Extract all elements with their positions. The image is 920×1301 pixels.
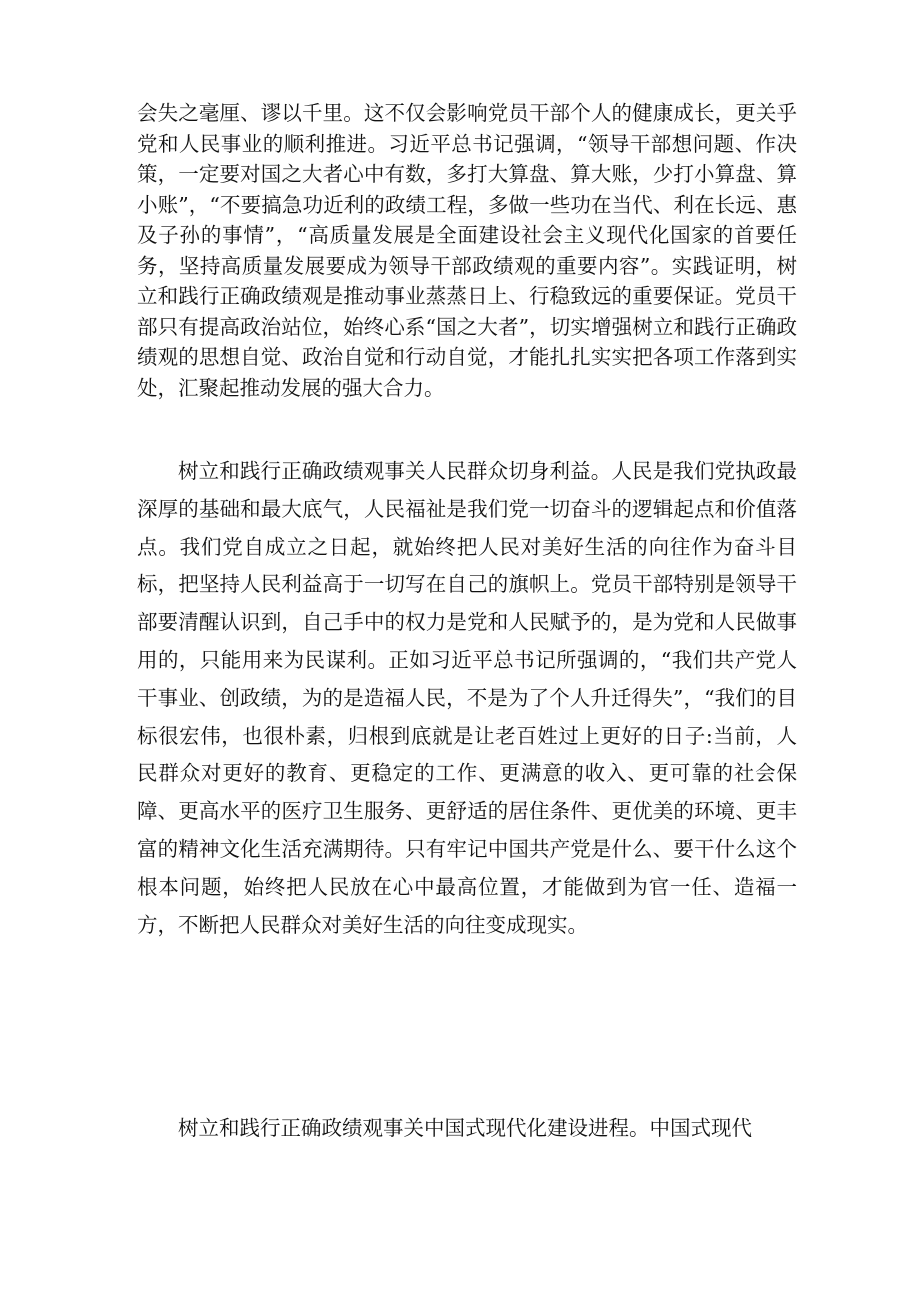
paragraph-modernization: 树立和践行正确政绩观事关中国式现代化建设进程。中国式现代 <box>178 1116 752 1140</box>
paragraph-continuation: 会失之毫厘、谬以千里。这不仅会影响党员干部个人的健康成长，更关乎党和人民事业的顺利推进。习近平总书记强调，“领导干部想问题、作决策，一定要对国之大者心中有数，多打大算盘、算大账，少打小算盘、算小账”，“不要搞急功近利的政绩工程，多做一些功在当代、利在长远、惠及子孙的事情”，“高质量发展是全面建设社会主义现代化国家的首要任务，坚持高质量发展要成为领导干部政绩观的重要内容”。实践证明，树立和践行正确政绩观是推动事业蒸蒸日上、行稳致远的重要保证。党员干部只有提高政治站位，始终心系“国之大者”，切实增强树立和践行正确政绩观的思想自觉、政治自觉和行动自觉，才能扎扎实实把各项工作落到实处，汇聚起推动发展的强大合力。 <box>137 101 797 400</box>
paragraph-people-interest: 树立和践行正确政绩观事关人民群众切身利益。人民是我们党执政最深厚的基础和最大底气，人民福祉是我们党一切奋斗的逻辑起点和价值落点。我们党自成立之日起，就始终把人民对美好生活的向往作为奋斗目标，把坚持人民利益高于一切写在自己的旗帜上。党员干部特别是领导干部要清醒认识到，自己手中的权力是党和人民赋予的，是为党和人民做事用的，只能用来为民谋利。正如习近平总书记所强调的，“我们共产党人干事业、创政绩，为的是造福人民，不是为了个人升迁得失”，“我们的目标很宏伟，也很朴素，归根到底就是让老百姓过上更好的日子:当前，人民群众对更好的教育、更稳定的工作、更满意的收入、更可靠的社会保障、更高水平的医疗卫生服务、更舒适的居住条件、更优美的环境、更丰富的精神文化生活充满期待。只有牢记中国共产党是什么、要干什么这个根本问题，始终把人民放在心中最高位置，才能做到为官一任、造福一方，不断把人民群众对美好生活的向往变成现实。 <box>137 459 797 937</box>
